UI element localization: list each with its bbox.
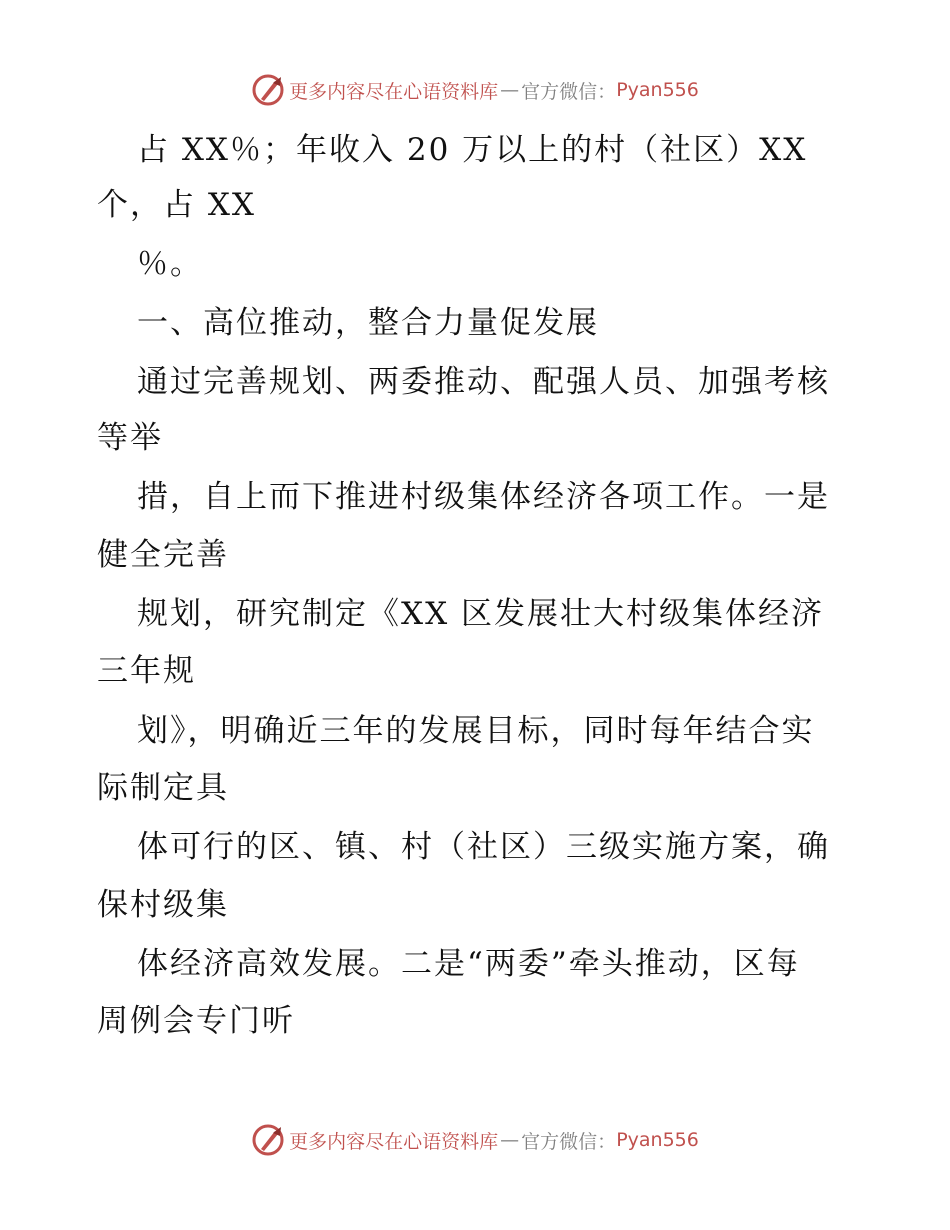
watermark-site-text: 更多内容尽在心语资料库 xyxy=(289,80,499,103)
watermark-dash: — xyxy=(500,1129,520,1151)
quill-logo-icon xyxy=(251,73,285,107)
text-line: 等举 xyxy=(97,420,163,456)
text-line: 际制定具 xyxy=(97,770,229,806)
quill-logo-icon xyxy=(251,1123,285,1157)
text-line: 体可行的区、镇、村（社区）三级实施方案，确 xyxy=(137,829,830,865)
text-line: 划》，明确近三年的发展目标，同时每年结合实 xyxy=(137,713,815,749)
watermark-wechat-id: Pyan556 xyxy=(616,79,699,101)
text-line: 周例会专门听 xyxy=(97,1003,295,1039)
watermark-site-text: 更多内容尽在心语资料库 xyxy=(289,1130,499,1153)
text-line: 三年规 xyxy=(97,653,196,689)
watermark-wechat-id: Pyan556 xyxy=(616,1129,699,1151)
watermark-dash: — xyxy=(500,79,520,101)
text-line: 规划，研究制定《XX 区发展壮大村级集体经济 xyxy=(137,596,824,632)
watermark-wechat-label: 官方微信： xyxy=(521,80,617,103)
header-watermark xyxy=(0,70,950,110)
text-line: 通过完善规划、两委推动、配强人员、加强考核 xyxy=(137,364,830,400)
text-line: 占 XX％；年收入 20 万以上的村（社区）XX xyxy=(137,132,808,168)
text-line: 健全完善 xyxy=(97,537,229,573)
text-line: 体经济高效发展。二是“两委”牵头推动，区每 xyxy=(137,946,800,982)
watermark-wechat-label: 官方微信： xyxy=(521,1130,617,1153)
text-line: 保村级集 xyxy=(97,887,229,923)
text-line: ％。 xyxy=(137,246,203,282)
text-line: 措，自上而下推进村级集体经济各项工作。一是 xyxy=(137,479,830,515)
footer-watermark xyxy=(0,1120,950,1160)
text-line: 个，占 XX xyxy=(97,187,256,223)
section-heading: 一、高位推动，整合力量促发展 xyxy=(137,305,599,341)
